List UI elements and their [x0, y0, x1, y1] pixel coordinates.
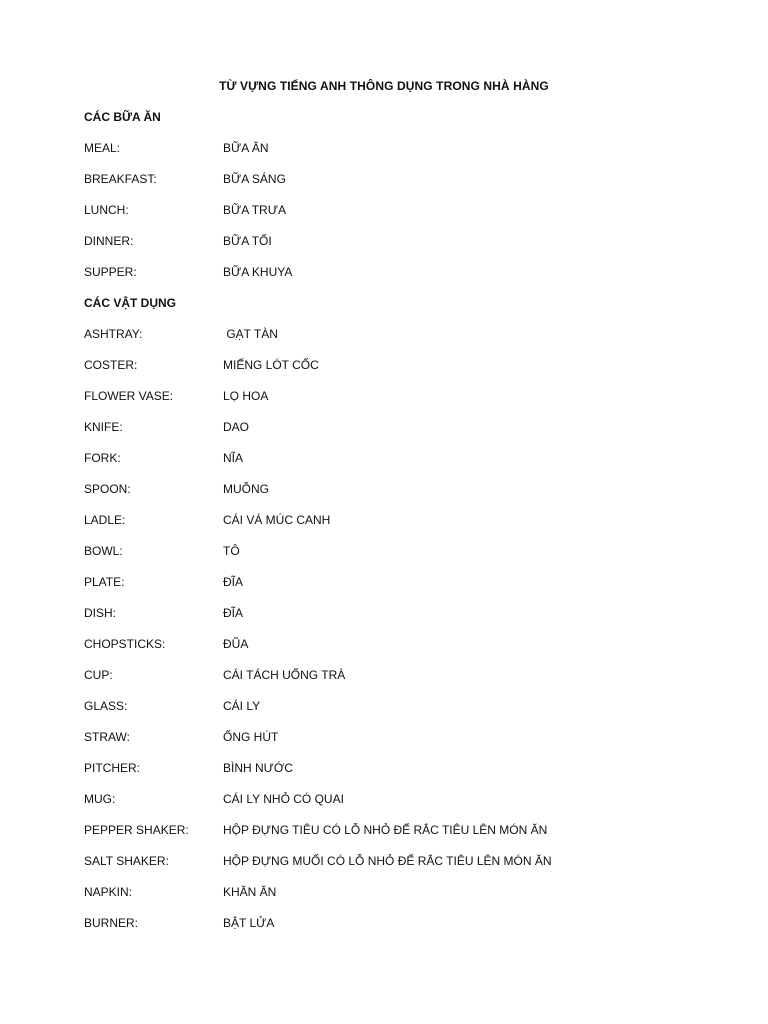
vocab-row: [84, 358, 704, 374]
term: GLASS:: [84, 699, 128, 713]
meaning: BỮA TRƯA: [223, 203, 286, 217]
meaning: BỮA SÁNG: [223, 172, 286, 186]
term: FLOWER VASE:: [84, 389, 174, 403]
term: LADLE:: [84, 513, 126, 527]
term: CUP:: [84, 668, 113, 682]
vocab-row: [84, 389, 704, 405]
term: BURNER:: [84, 916, 139, 930]
meaning: BỮA KHUYA: [223, 265, 293, 279]
meaning: ỐNG HÚT: [223, 730, 279, 744]
meaning: TÔ: [223, 544, 240, 558]
meaning: BỮA ĂN: [223, 141, 269, 155]
vocab-row: [84, 916, 704, 932]
term: BOWL:: [84, 544, 123, 558]
term: PITCHER:: [84, 761, 141, 775]
term: NAPKIN:: [84, 885, 133, 899]
meaning: LỌ HOA: [223, 389, 269, 403]
vocab-row: [84, 482, 704, 498]
meaning: KHĂN ĂN: [223, 885, 277, 899]
meaning: GẠT TÀN: [223, 327, 278, 341]
vocab-row: [84, 885, 704, 901]
vocab-row: [84, 513, 704, 529]
meaning: BÌNH NƯỚC: [223, 761, 293, 775]
meaning: CÁI LY: [223, 699, 261, 713]
vocab-row: [84, 668, 704, 684]
vocab-row: [84, 203, 704, 219]
meaning: CÁI LY NHỎ CÓ QUAI: [223, 792, 344, 806]
vocab-row: [84, 823, 704, 839]
term: SUPPER:: [84, 265, 137, 279]
meaning: CÁI TÁCH UỐNG TRÀ: [223, 668, 346, 682]
term: MUG:: [84, 792, 116, 806]
term: CHOPSTICKS:: [84, 637, 166, 651]
vocab-row: [84, 544, 704, 560]
section-heading-meals: CÁC BỮA ĂN: [84, 110, 161, 124]
term: KNIFE:: [84, 420, 123, 434]
term: BREAKFAST:: [84, 172, 157, 186]
vocab-row: [84, 761, 704, 777]
term: STRAW:: [84, 730, 131, 744]
meaning: ĐĨA: [223, 606, 244, 620]
meaning: MUỖNG: [223, 482, 269, 496]
vocab-row: [84, 854, 704, 870]
term: PLATE:: [84, 575, 125, 589]
vocab-row: [84, 172, 704, 188]
meaning: BỮA TỐI: [223, 234, 272, 248]
vocab-row: [84, 141, 704, 157]
term: ASHTRAY:: [84, 327, 143, 341]
term: PEPPER SHAKER:: [84, 823, 189, 837]
vocab-row: [84, 451, 704, 467]
vocab-row: [84, 792, 704, 808]
vocab-row: [84, 730, 704, 746]
section-heading-utensils: CÁC VẬT DỤNG: [84, 296, 176, 310]
term: DINNER:: [84, 234, 134, 248]
meaning: NĨA: [223, 451, 244, 465]
meaning: DAO: [223, 420, 250, 434]
vocab-row: [84, 327, 704, 343]
term: COSTER:: [84, 358, 138, 372]
meaning: ĐŨA: [223, 637, 249, 651]
vocab-row: [84, 234, 704, 250]
meaning: HỘP ĐỰNG MUỐI CÓ LỖ NHỎ ĐỂ RẮC TIÊU LÊN MÓN ĂN: [223, 854, 552, 868]
term: LUNCH:: [84, 203, 129, 217]
vocab-row: [84, 637, 704, 653]
meaning: MIẾNG LÓT CỐC: [223, 358, 319, 372]
vocab-row: [84, 606, 704, 622]
term: DISH:: [84, 606, 117, 620]
meaning: HỘP ĐỰNG TIÊU CÓ LỖ NHỎ ĐỂ RẮC TIÊU LÊN MÓN ĂN: [223, 823, 548, 837]
meaning: BẬT LỬA: [223, 916, 275, 930]
vocab-row: [84, 265, 704, 281]
meaning: CÁI VÁ MÚC CANH: [223, 513, 331, 527]
term: MEAL:: [84, 141, 121, 155]
vocab-row: [84, 575, 704, 591]
document-title: TỪ VỰNG TIẾNG ANH THÔNG DỤNG TRONG NHÀ HÀNG: [219, 79, 549, 93]
vocab-row: [84, 699, 704, 715]
term: FORK:: [84, 451, 121, 465]
term: SALT SHAKER:: [84, 854, 169, 868]
term: SPOON:: [84, 482, 131, 496]
vocab-row: [84, 420, 704, 436]
meaning: ĐĨA: [223, 575, 244, 589]
